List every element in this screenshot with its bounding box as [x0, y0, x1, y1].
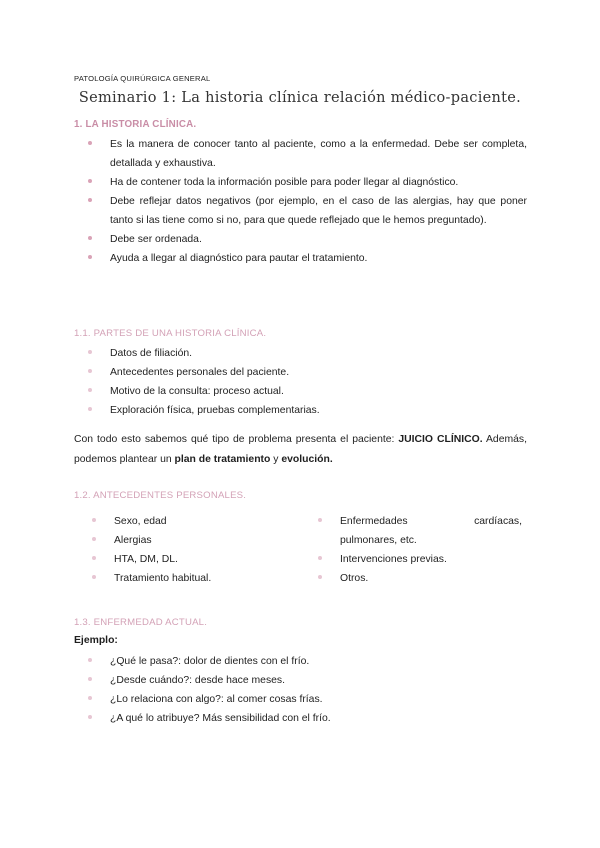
bullet-icon — [88, 696, 92, 700]
bullet-icon — [88, 141, 92, 145]
list-item: HTA, DM, DL. — [78, 550, 288, 569]
bullet-icon — [92, 575, 96, 579]
list-item: Debe reflejar datos negativos (por ejemplo, en el caso de las alergias, hay que poner tanto si las tiene como si no, para que quede reflejado que le hemos preguntado). — [74, 192, 527, 230]
section-heading-antecedentes: 1.2. ANTECEDENTES PERSONALES. — [74, 490, 247, 501]
section-heading-historia-clinica: 1. LA HISTORIA CLÍNICA. — [74, 119, 197, 130]
bullet-icon — [92, 556, 96, 560]
bullet-icon — [88, 236, 92, 240]
bullet-icon — [88, 677, 92, 681]
section-heading-enfermedad-actual: 1.3. ENFERMEDAD ACTUAL. — [74, 617, 208, 628]
historia-clinica-list — [74, 135, 527, 268]
list-item: Tratamiento habitual. — [78, 569, 288, 588]
bullet-icon — [92, 518, 96, 522]
list-item: ¿Desde cuándo?: desde hace meses. — [74, 671, 527, 690]
antecedentes-right-list — [304, 512, 522, 588]
list-item: Datos de filiación. — [74, 344, 527, 363]
juicio-clinico-paragraph: Con todo esto sabemos qué tipo de problema presenta el paciente: JUICIO CLÍNICO. Además, podemos plantear un plan de tratamiento y evolución. — [74, 434, 527, 465]
bullet-icon — [88, 658, 92, 662]
list-item: ¿Lo relaciona con algo?: al comer cosas frías. — [74, 690, 527, 709]
list-item: Sexo, edad — [78, 512, 288, 531]
list-item: Exploración física, pruebas complementarias. — [74, 401, 527, 420]
bullet-icon — [318, 556, 322, 560]
page-title: Seminario 1: La historia clínica relación médico-paciente. — [78, 90, 522, 106]
list-item: Alergias — [78, 531, 288, 550]
partes-list — [74, 344, 527, 420]
list-item: Es la manera de conocer tanto al paciente, como a la enfermedad. Debe ser completa, detallada y exhaustiva. — [74, 135, 527, 173]
bullet-icon — [88, 715, 92, 719]
bullet-icon — [92, 537, 96, 541]
list-item: Intervenciones previas. — [304, 550, 522, 569]
bullet-icon — [88, 369, 92, 373]
list-item: Debe ser ordenada. — [74, 230, 527, 249]
list-item: ¿Qué le pasa?: dolor de dientes con el frío. — [74, 652, 527, 671]
list-item: Ayuda a llegar al diagnóstico para pautar el tratamiento. — [74, 249, 527, 268]
bullet-icon — [88, 198, 92, 202]
list-item: Enfermedades cardíacas, pulmonares, etc. — [304, 512, 522, 550]
bullet-icon — [318, 575, 322, 579]
list-item: Ha de contener toda la información posible para poder llegar al diagnóstico. — [74, 173, 527, 192]
bullet-icon — [318, 518, 322, 522]
enfermedad-actual-list — [74, 652, 527, 728]
antecedentes-left-list — [78, 512, 288, 588]
list-item: Motivo de la consulta: proceso actual. — [74, 382, 527, 401]
bullet-icon — [88, 350, 92, 354]
list-item: ¿A qué lo atribuye? Más sensibilidad con el frío. — [74, 709, 527, 728]
bullet-icon — [88, 179, 92, 183]
bullet-icon — [88, 388, 92, 392]
section-heading-partes: 1.1. PARTES DE UNA HISTORIA CLÍNICA. — [74, 328, 267, 339]
course-name: PATOLOGÍA QUIRÚRGICA GENERAL — [74, 74, 211, 83]
bullet-icon — [88, 255, 92, 259]
list-item: Otros. — [304, 569, 522, 588]
list-item: Antecedentes personales del paciente. — [74, 363, 527, 382]
example-label: Ejemplo: — [74, 635, 118, 646]
bullet-icon — [88, 407, 92, 411]
